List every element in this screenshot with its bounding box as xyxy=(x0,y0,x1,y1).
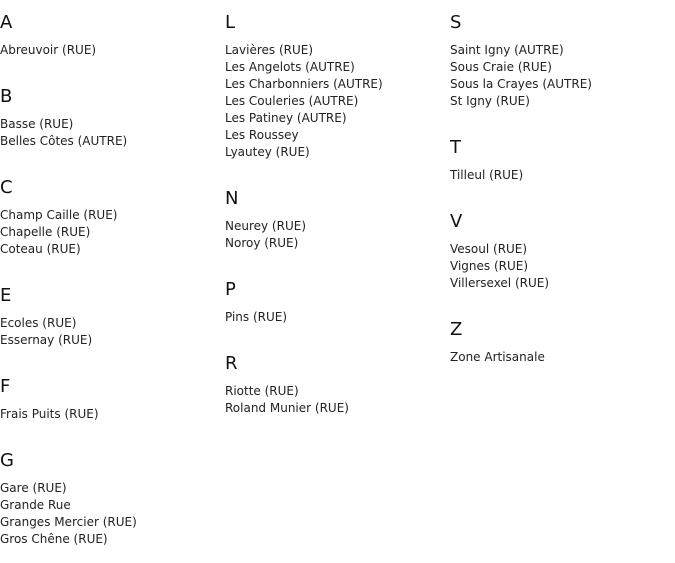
letter-heading: V xyxy=(450,211,463,232)
street-entry: Ecoles (RUE) xyxy=(0,316,77,330)
group-spacer xyxy=(450,184,675,199)
street-entry: Sous la Crayes (AUTRE) xyxy=(450,77,592,91)
street-entry: St Igny (RUE) xyxy=(450,94,530,108)
street-entry: Saint Igny (AUTRE) xyxy=(450,43,564,57)
letter-heading: R xyxy=(225,353,238,374)
group-spacer xyxy=(225,161,450,176)
letter-group-b xyxy=(0,86,225,165)
letter-group-c xyxy=(0,177,225,273)
street-entry: Essernay (RUE) xyxy=(0,333,93,347)
letter-heading: F xyxy=(0,376,11,397)
street-list xyxy=(0,315,225,349)
street-entry: Frais Puits (RUE) xyxy=(0,407,99,421)
street-entry: Abreuvoir (RUE) xyxy=(0,43,97,57)
street-entry: Villersexel (RUE) xyxy=(450,276,550,290)
street-list xyxy=(0,116,225,150)
street-list xyxy=(0,42,225,59)
letter-heading: T xyxy=(450,137,461,158)
column-2 xyxy=(225,0,450,432)
street-entry: Vignes (RUE) xyxy=(450,259,529,273)
group-spacer xyxy=(450,292,675,307)
group-spacer xyxy=(0,349,225,364)
street-entry: Les Roussey xyxy=(225,128,299,142)
street-list xyxy=(0,406,225,423)
street-entry: Belles Côtes (AUTRE) xyxy=(0,134,128,148)
street-entry: Les Angelots (AUTRE) xyxy=(225,60,355,74)
letter-group-t xyxy=(450,137,675,199)
street-entry: Riotte (RUE) xyxy=(225,384,299,398)
street-entry: Les Charbonniers (AUTRE) xyxy=(225,77,383,91)
street-entry: Lavières (RUE) xyxy=(225,43,314,57)
letter-group-p xyxy=(225,279,450,341)
street-entry: Coteau (RUE) xyxy=(0,242,81,256)
street-entry: Les Patiney (AUTRE) xyxy=(225,111,347,125)
street-list xyxy=(225,383,450,417)
group-spacer xyxy=(450,366,675,381)
street-entry: Gare (RUE) xyxy=(0,481,67,495)
group-spacer xyxy=(0,150,225,165)
group-spacer xyxy=(225,326,450,341)
street-entry: Sous Craie (RUE) xyxy=(450,60,552,74)
letter-heading: G xyxy=(0,450,14,471)
letter-heading: L xyxy=(225,12,236,33)
street-entry: Lyautey (RUE) xyxy=(225,145,310,159)
street-entry: Basse (RUE) xyxy=(0,117,74,131)
street-entry: Noroy (RUE) xyxy=(225,236,299,250)
street-list xyxy=(0,207,225,258)
letter-heading: S xyxy=(450,12,462,33)
street-list xyxy=(450,42,675,110)
group-spacer xyxy=(225,252,450,267)
street-list xyxy=(225,218,450,252)
street-entry: Gros Chêne (RUE) xyxy=(0,532,108,546)
letter-group-a xyxy=(0,12,225,74)
letter-group-f xyxy=(0,376,225,438)
letter-group-z xyxy=(450,319,675,381)
group-spacer xyxy=(225,417,450,432)
letter-heading: C xyxy=(0,177,13,198)
letter-group-s xyxy=(450,12,675,125)
street-entry: Neurey (RUE) xyxy=(225,219,306,233)
street-list xyxy=(0,480,225,548)
letter-heading: Z xyxy=(450,319,463,340)
letter-group-l xyxy=(225,12,450,176)
street-list xyxy=(450,349,675,366)
column-1 xyxy=(0,0,225,563)
street-entry: Granges Mercier (RUE) xyxy=(0,515,137,529)
street-entry: Grande Rue xyxy=(0,498,71,512)
letter-group-e xyxy=(0,285,225,364)
street-list xyxy=(225,309,450,326)
street-entry: Zone Artisanale xyxy=(450,350,545,364)
street-entry: Champ Caille (RUE) xyxy=(0,208,118,222)
group-spacer xyxy=(0,548,225,563)
street-entry: Les Couleries (AUTRE) xyxy=(225,94,359,108)
street-list xyxy=(450,167,675,184)
letter-group-g xyxy=(0,450,225,563)
street-list xyxy=(225,42,450,161)
letter-group-n xyxy=(225,188,450,267)
street-entry: Tilleul (RUE) xyxy=(450,168,524,182)
group-spacer xyxy=(0,423,225,438)
street-entry: Vesoul (RUE) xyxy=(450,242,528,256)
street-entry: Chapelle (RUE) xyxy=(0,225,91,239)
letter-heading: B xyxy=(0,86,13,107)
column-3 xyxy=(450,0,675,381)
letter-heading: E xyxy=(0,285,12,306)
street-entry: Roland Munier (RUE) xyxy=(225,401,349,415)
letter-group-r xyxy=(225,353,450,432)
group-spacer xyxy=(0,59,225,74)
letter-heading: P xyxy=(225,279,236,300)
group-spacer xyxy=(0,258,225,273)
letter-heading: A xyxy=(0,12,13,33)
street-entry: Pins (RUE) xyxy=(225,310,288,324)
group-spacer xyxy=(450,110,675,125)
letter-heading: N xyxy=(225,188,239,209)
street-list xyxy=(450,241,675,292)
letter-group-v xyxy=(450,211,675,307)
